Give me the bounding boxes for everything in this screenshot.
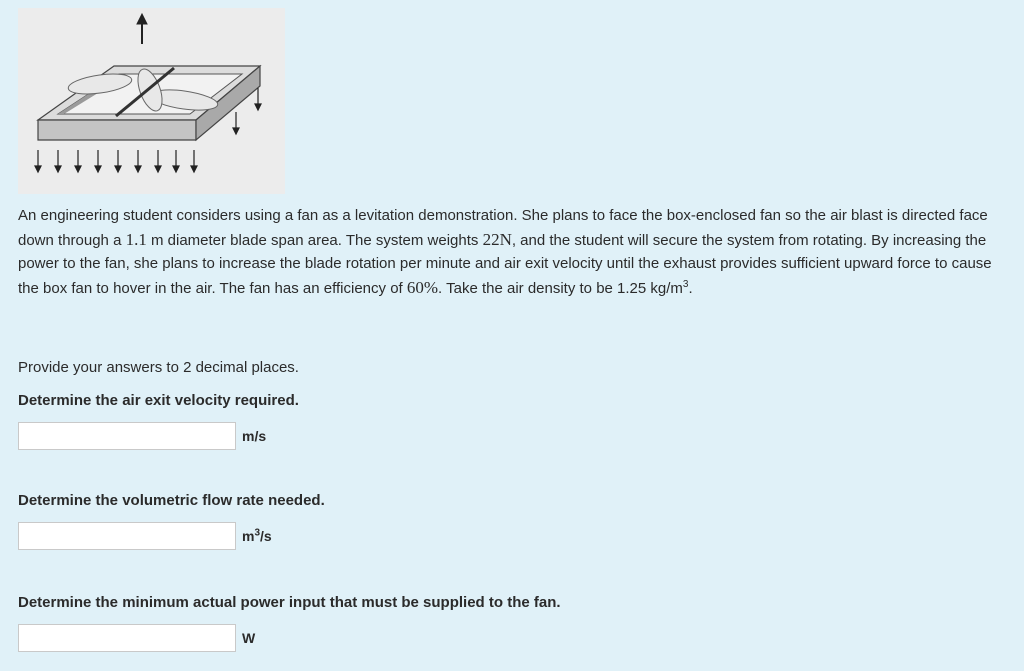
weight-value: 22N [482, 229, 512, 249]
flow-rate-answer-input[interactable] [18, 522, 236, 550]
flow-rate-unit-exponent: 3 [254, 527, 261, 539]
problem-text-5: . [688, 279, 693, 297]
answer-row-2 [18, 522, 272, 550]
fan-figure [18, 8, 285, 194]
power-unit: W [242, 630, 256, 646]
instruction-text: Provide your answers to 2 decimal places. [18, 359, 299, 376]
flow-rate-unit-base: m [242, 528, 255, 544]
answer-row-1 [18, 422, 266, 450]
density-exponent: 3 [682, 278, 689, 290]
efficiency-value: 60% [406, 277, 439, 297]
velocity-unit: m/s [242, 428, 267, 444]
upward-force-arrow [137, 14, 147, 44]
power-answer-input[interactable] [18, 624, 236, 652]
problem-text-2: m diameter blade span area. The system weights [146, 231, 483, 249]
problem-text-1: An engineering student considers using a fan as a levitation demonstration. She plans to face the box-enclosed fan so the air blast is directed face down through a [18, 207, 988, 249]
problem-text-3: , and the student will secure the system from rotating. By increasing the power to the fan, she plans to increase the blade rotation per minute and air exit velocity until the exhaust provides sufficient upward force to cause the box fan to hover in the air. The fan has an efficiency of [18, 231, 992, 297]
problem-text-4: . Take the air density to be 1.25 kg/m [438, 279, 683, 297]
question-3: Determine the minimum actual power input that must be supplied to the fan. [18, 594, 561, 611]
answer-row-3 [18, 624, 255, 652]
diameter-value: 1.1 [125, 229, 147, 249]
flow-rate-unit-suffix: /s [260, 528, 272, 544]
problem-statement [18, 204, 1008, 300]
question-1: Determine the air exit velocity required. [18, 392, 299, 409]
box-fan-diagram [18, 8, 285, 194]
flow-rate-unit [242, 528, 272, 544]
velocity-answer-input[interactable] [18, 422, 236, 450]
question-2: Determine the volumetric flow rate needed. [18, 492, 325, 509]
